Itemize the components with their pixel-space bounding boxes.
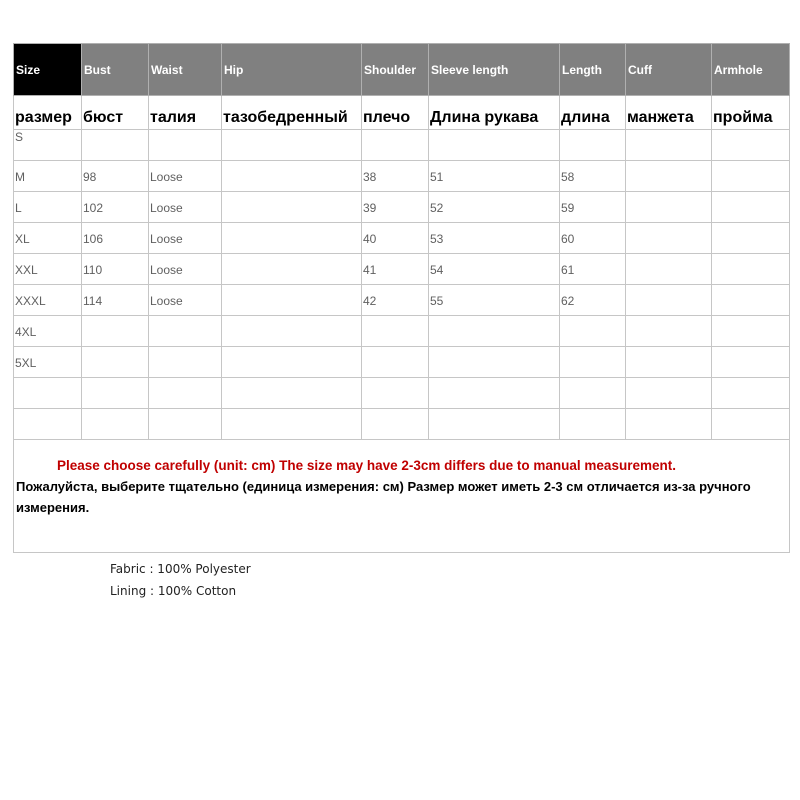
table-row: [14, 285, 790, 316]
table-cell: Loose: [149, 192, 222, 223]
table-cell: [626, 192, 712, 223]
table-row: [14, 347, 790, 378]
note-row: [14, 440, 790, 553]
table-cell: [429, 130, 560, 161]
table-row: [14, 409, 790, 440]
table-cell: [712, 254, 790, 285]
table-cell: [362, 409, 429, 440]
table-cell: [429, 378, 560, 409]
table-cell: 51: [429, 161, 560, 192]
table-cell: [362, 378, 429, 409]
table-cell: [82, 378, 149, 409]
table-cell: XXL: [14, 254, 82, 285]
header-bust: Bust: [82, 44, 149, 96]
header-ru-waist: талия: [149, 96, 222, 130]
note-english: Please choose carefully (unit: cm) The size may have 2-3cm differs due to manual measurement.: [57, 458, 676, 473]
table-cell: L: [14, 192, 82, 223]
table-cell: 55: [429, 285, 560, 316]
size-chart-table: [13, 43, 790, 553]
table-cell: [149, 130, 222, 161]
header-waist: Waist: [149, 44, 222, 96]
table-cell: [14, 378, 82, 409]
table-cell: [626, 409, 712, 440]
table-cell: [626, 223, 712, 254]
table-cell: 110: [82, 254, 149, 285]
table-cell: XL: [14, 223, 82, 254]
table-cell: [560, 130, 626, 161]
table-cell: 102: [82, 192, 149, 223]
table-cell: [82, 409, 149, 440]
header-shoulder: Shoulder: [362, 44, 429, 96]
table-row: [14, 130, 790, 161]
table-row: [14, 192, 790, 223]
table-cell: 41: [362, 254, 429, 285]
table-cell: [626, 130, 712, 161]
table-cell: 38: [362, 161, 429, 192]
fabric-line: Fabric : 100% Polyester: [110, 562, 251, 576]
note-russian: Пожалуйста, выберите тщательно (единица измерения: см) Размер может иметь 2-3 см отличается из-за ручного измерения.: [16, 479, 751, 515]
table-cell: [149, 316, 222, 347]
header-ru-cuff: манжета: [626, 96, 712, 130]
table-cell: [82, 347, 149, 378]
table-cell: 62: [560, 285, 626, 316]
table-cell: [222, 378, 362, 409]
table-cell: [712, 223, 790, 254]
header-ru-hip: тазобедренный: [222, 96, 362, 130]
table-cell: [626, 161, 712, 192]
table-cell: [626, 285, 712, 316]
table-cell: 58: [560, 161, 626, 192]
header-cuff: Cuff: [626, 44, 712, 96]
table-cell: [362, 316, 429, 347]
table-cell: [626, 347, 712, 378]
header-ru-armhole: пройма: [712, 96, 790, 130]
table-cell: [712, 409, 790, 440]
table-cell: Loose: [149, 285, 222, 316]
table-cell: [222, 347, 362, 378]
header-ru-shoulder: плечо: [362, 96, 429, 130]
table-cell: [429, 409, 560, 440]
table-cell: [626, 378, 712, 409]
size-rows: [14, 130, 790, 440]
header-armhole: Armhole: [712, 44, 790, 96]
header-ru-sleeve-length: Длина рукава: [429, 96, 560, 130]
table-cell: [82, 316, 149, 347]
table-cell: [712, 285, 790, 316]
table-cell: 98: [82, 161, 149, 192]
table-cell: [560, 378, 626, 409]
header-sleeve-length: Sleeve length: [429, 44, 560, 96]
table-cell: [222, 254, 362, 285]
table-cell: 59: [560, 192, 626, 223]
table-cell: [82, 130, 149, 161]
table-row: [14, 223, 790, 254]
table-cell: 39: [362, 192, 429, 223]
table-cell: XXXL: [14, 285, 82, 316]
header-row-en: [14, 44, 790, 96]
table-cell: [712, 161, 790, 192]
table-cell: 60: [560, 223, 626, 254]
table-cell: 5XL: [14, 347, 82, 378]
table-cell: [712, 316, 790, 347]
table-cell: 61: [560, 254, 626, 285]
table-row: [14, 378, 790, 409]
table-cell: S: [14, 130, 82, 161]
table-cell: [149, 347, 222, 378]
table-cell: [149, 378, 222, 409]
header-ru-bust: бюст: [82, 96, 149, 130]
table-cell: [222, 161, 362, 192]
table-cell: 42: [362, 285, 429, 316]
table-cell: [222, 192, 362, 223]
table-cell: 106: [82, 223, 149, 254]
table-cell: [429, 316, 560, 347]
table-cell: 54: [429, 254, 560, 285]
table-cell: [222, 409, 362, 440]
table-cell: [626, 254, 712, 285]
header-ru-length: длина: [560, 96, 626, 130]
table-row: [14, 254, 790, 285]
table-cell: 52: [429, 192, 560, 223]
table-row: [14, 316, 790, 347]
table-cell: [712, 192, 790, 223]
table-cell: Loose: [149, 161, 222, 192]
table-cell: 114: [82, 285, 149, 316]
table-cell: [712, 378, 790, 409]
header-ru-size: размер: [14, 96, 82, 130]
header-hip: Hip: [222, 44, 362, 96]
table-cell: [362, 347, 429, 378]
table-cell: Loose: [149, 223, 222, 254]
table-cell: [222, 130, 362, 161]
table-cell: [222, 316, 362, 347]
header-length: Length: [560, 44, 626, 96]
table-cell: M: [14, 161, 82, 192]
table-cell: [712, 347, 790, 378]
table-row: [14, 161, 790, 192]
table-cell: [14, 409, 82, 440]
table-cell: [429, 347, 560, 378]
table-cell: 53: [429, 223, 560, 254]
table-cell: [560, 347, 626, 378]
table-cell: Loose: [149, 254, 222, 285]
table-cell: [560, 316, 626, 347]
table-cell: [560, 409, 626, 440]
table-cell: 4XL: [14, 316, 82, 347]
table-cell: [712, 130, 790, 161]
table-cell: [362, 130, 429, 161]
table-cell: [626, 316, 712, 347]
table-cell: [149, 409, 222, 440]
table-cell: 40: [362, 223, 429, 254]
header-size: Size: [14, 44, 82, 96]
header-row-ru: [14, 96, 790, 130]
table-cell: [222, 285, 362, 316]
lining-line: Lining : 100% Cotton: [110, 584, 237, 598]
note-cell: [14, 440, 790, 553]
fabric-info: [110, 558, 251, 602]
table-cell: [222, 223, 362, 254]
